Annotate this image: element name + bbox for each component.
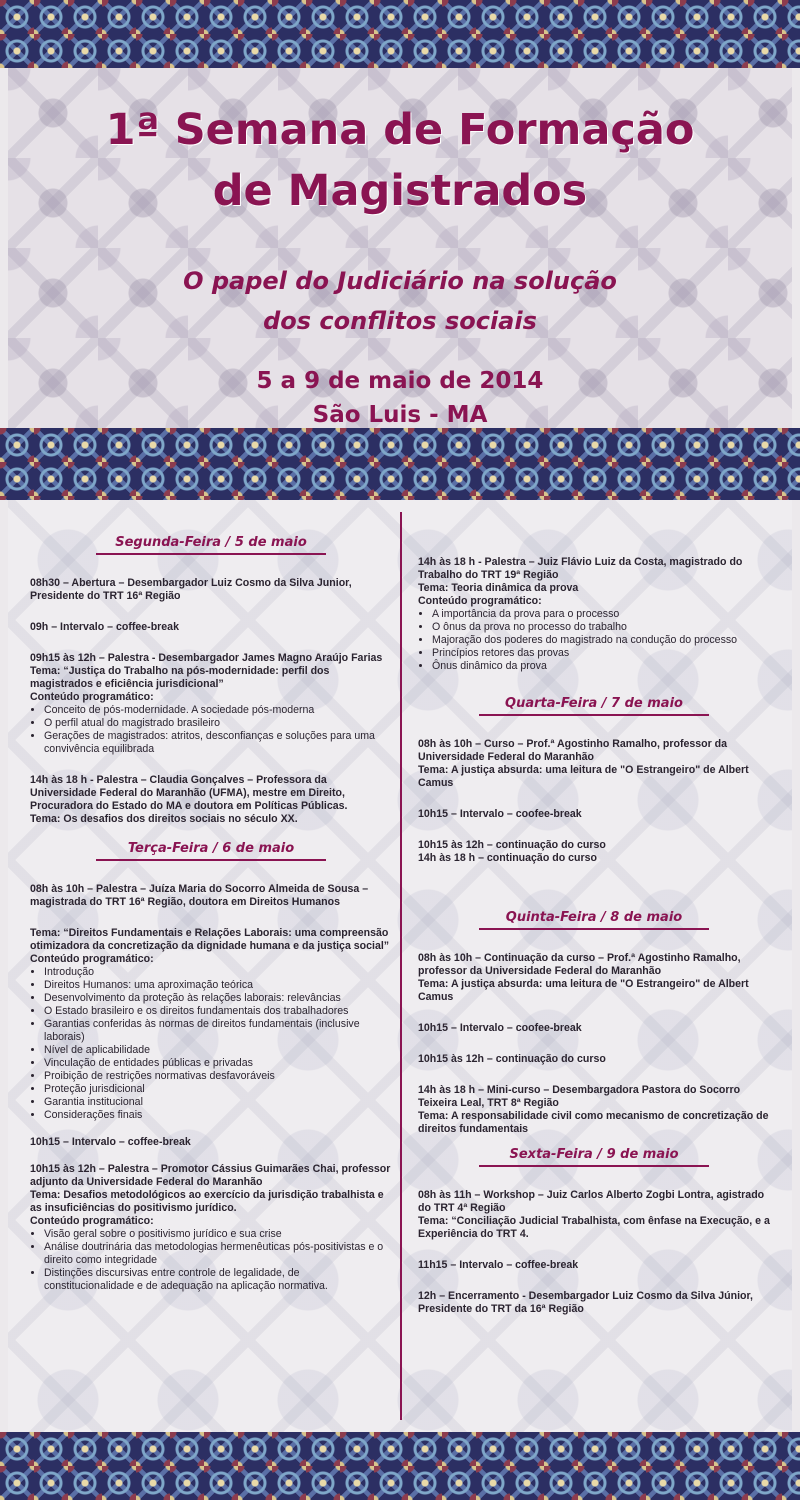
thursday-minicourse-theme: Tema: A responsabilidade civil como mecanismo de concretização de direitos fundamentais	[418, 1110, 769, 1135]
tuesday-program-label: Conteúdo programático:	[30, 953, 154, 965]
day-heading-wednesday: Quarta-Feira / 7 de maio	[479, 695, 709, 716]
tuesday-talk1: 08h às 10h – Palestra – Juíza Maria do Socorro Almeida de Sousa – magistrada do TRT 16ª Região, doutora em Direitos Humanos	[30, 883, 369, 908]
wednesday-break: 10h15 – Intervalo – coofee-break	[418, 808, 582, 820]
list-item: • A importância da prova para o processo	[432, 608, 770, 621]
list-item: • Análise doutrinária das metodologias hermenêuticas pós-positivistas e o direito como integridade	[44, 1241, 392, 1267]
list-item: • O perfil atual do magistrado brasileiro	[44, 717, 392, 730]
list-item: • Gerações de magistrados: atritos, desconfianças e soluções para uma convivência equilibrada	[44, 730, 392, 756]
friday-workshop: 08h às 11h – Workshop – Juiz Carlos Alberto Zogbi Lontra, agistrado do TRT 4ª Região	[418, 1189, 765, 1214]
list-item: • Visão geral sobre o positivismo jurídico e sua crise	[44, 1228, 392, 1241]
tuesday-break: 10h15 – Intervalo – coffee-break	[30, 1136, 191, 1148]
list-item: • Garantias conferidas às normas de direitos fundamentais (inclusive laborais)	[44, 1018, 392, 1044]
list-item: • Vinculação de entidades públicas e privadas	[44, 1057, 392, 1070]
tuesday-talk2: 10h15 às 12h – Palestra – Promotor Cássius Guimarães Chai, professor adjunto da Universidade Federal do Maranhão	[30, 1163, 391, 1188]
list-item: • Direitos Humanos: uma aproximação teórica	[44, 979, 392, 992]
column-divider	[400, 512, 402, 1420]
event-subtitle-line2: dos conflitos sociais	[263, 307, 537, 335]
event-title-line1: 1ª Semana de Formação	[105, 105, 695, 155]
list-item: • Desenvolvimento da proteção às relações laborais: relevâncias	[44, 992, 392, 1005]
monday-talk2: 14h às 18 h - Palestra – Claudia Gonçalves – Professora da Universidade Federal do Maranhão (UFMA), mestre em Direito, Procuradora do Estado do MA e doutora em Políticas Públicas.	[30, 774, 348, 812]
list-item: • Proteção jurisdicional	[44, 1083, 392, 1096]
monday-program-label: Conteúdo programático:	[30, 691, 154, 703]
tuesday-talk1-list	[30, 966, 392, 1122]
monday-talk1-list	[30, 704, 392, 756]
list-item: • Ônus dinâmico da prova	[432, 660, 770, 673]
monday-talk2-theme: Tema: Os desafios dos direitos sociais no século XX.	[30, 813, 298, 825]
decorative-tile-band-middle	[0, 428, 800, 500]
friday-closing: 12h – Encerramento - Desembargador Luiz Cosmo da Silva Júnior, Presidente do TRT da 16ª Região	[418, 1290, 753, 1315]
day-heading-friday: Sexta-Feira / 9 de maio	[479, 1146, 709, 1167]
right-column	[418, 556, 770, 1316]
monday-break: 09h – Intervalo – coffee-break	[30, 621, 179, 633]
monday-talk1: 09h15 às 12h – Palestra - Desembargador James Magno Araújo Farias	[30, 652, 383, 664]
list-item: • Majoração dos poderes do magistrado na condução do processo	[432, 634, 770, 647]
thursday-continuation: 10h15 às 12h – continuação do curso	[418, 1053, 606, 1065]
event-subtitle-line1: O papel do Judiciário na solução	[183, 267, 617, 295]
list-item: • Considerações finais	[44, 1109, 392, 1122]
wednesday-continuation-afternoon: 14h às 18 h – continuação do curso	[418, 852, 597, 864]
event-title-line2: de Magistrados	[212, 166, 588, 216]
event-dates: 5 a 9 de maio de 2014	[256, 368, 544, 394]
list-item: • Nível de aplicabilidade	[44, 1044, 392, 1057]
thursday-theme: Tema: A justiça absurda: uma leitura de "O Estrangeiro" de Albert Camus	[418, 978, 749, 1003]
list-item: • Princípios retores das provas	[432, 647, 770, 660]
list-item: • Introdução	[44, 966, 392, 979]
tuesday-afternoon-theme: Tema: Teoria dinâmica da prova	[418, 582, 579, 594]
friday-workshop-theme: Tema: “Conciliação Judicial Trabalhista, com ênfase na Execução, e a Experiência do TRT 4.	[418, 1215, 770, 1240]
list-item: • O ônus da prova no processo do trabalho	[432, 621, 770, 634]
thursday-minicourse: 14h às 18 h – Mini-curso – Desembargadora Pastora do Socorro Teixeira Leal, TRT 8ª Região	[418, 1084, 741, 1109]
list-item: • Garantia institucional	[44, 1096, 392, 1109]
tuesday-talk2-program-label: Conteúdo programático:	[30, 1215, 154, 1227]
decorative-tile-band-top	[0, 0, 800, 68]
list-item: • Proibição de restrições normativas desfavoráveis	[44, 1070, 392, 1083]
monday-opening: 08h30 – Abertura – Desembargador Luiz Cosmo da Silva Junior, Presidente do TRT 16ª Região	[30, 577, 352, 602]
list-item: • Distinções discursivas entre controle de legalidade, de constitucionalidade e de adequação na aplicação normativa.	[44, 1267, 392, 1293]
day-heading-tuesday: Terça-Feira / 6 de maio	[96, 840, 326, 861]
list-item: • Conceito de pós-modernidade. A sociedade pós-moderna	[44, 704, 392, 717]
tuesday-talk2-theme: Tema: Desafios metodológicos ao exercício da jurisdição trabalhista e as insuficiências do positivismo jurídico.	[30, 1189, 384, 1214]
friday-break: 11h15 – Intervalo – coffee-break	[418, 1259, 579, 1271]
wednesday-continuation-morning: 10h15 às 12h – continuação do curso	[418, 839, 606, 851]
monday-talk1-theme: Tema: “Justiça do Trabalho na pós-modernidade: perfil dos magistrados e eficiência jurisdicional”	[30, 665, 330, 690]
tuesday-afternoon-list	[418, 608, 770, 673]
list-item: • O Estado brasileiro e os direitos fundamentais dos trabalhadores	[44, 1005, 392, 1018]
wednesday-theme: Tema: A justiça absurda: uma leitura de "O Estrangeiro" de Albert Camus	[418, 764, 749, 789]
wednesday-course: 08h às 10h – Curso – Prof.ª Agostinho Ramalho, professor da Universidade Federal do Maranhão	[418, 738, 728, 763]
day-heading-monday: Segunda-Feira / 5 de maio	[96, 534, 326, 555]
event-location: São Luis - MA	[312, 402, 488, 428]
decorative-tile-band-bottom	[0, 1432, 800, 1500]
day-heading-thursday: Quinta-Feira / 8 de maio	[479, 909, 709, 930]
tuesday-afternoon-program-label: Conteúdo programático:	[418, 595, 542, 607]
tuesday-talk2-list	[30, 1228, 392, 1293]
left-column	[30, 534, 392, 1293]
tuesday-afternoon-talk: 14h às 18 h - Palestra – Juiz Flávio Luiz da Costa, magistrado do Trabalho do TRT 19ª Região	[418, 556, 743, 581]
poster-header	[8, 68, 792, 428]
thursday-course: 08h às 10h – Continuação da curso – Prof.ª Agostinho Ramalho, professor da Universidade Federal do Maranhão	[418, 952, 741, 977]
tuesday-talk1-theme: Tema: “Direitos Fundamentais e Relações Laborais: uma compreensão otimizadora da concretização da dignidade humana e da justiça social”	[30, 927, 390, 952]
thursday-break: 10h15 – Intervalo – coofee-break	[418, 1022, 582, 1034]
